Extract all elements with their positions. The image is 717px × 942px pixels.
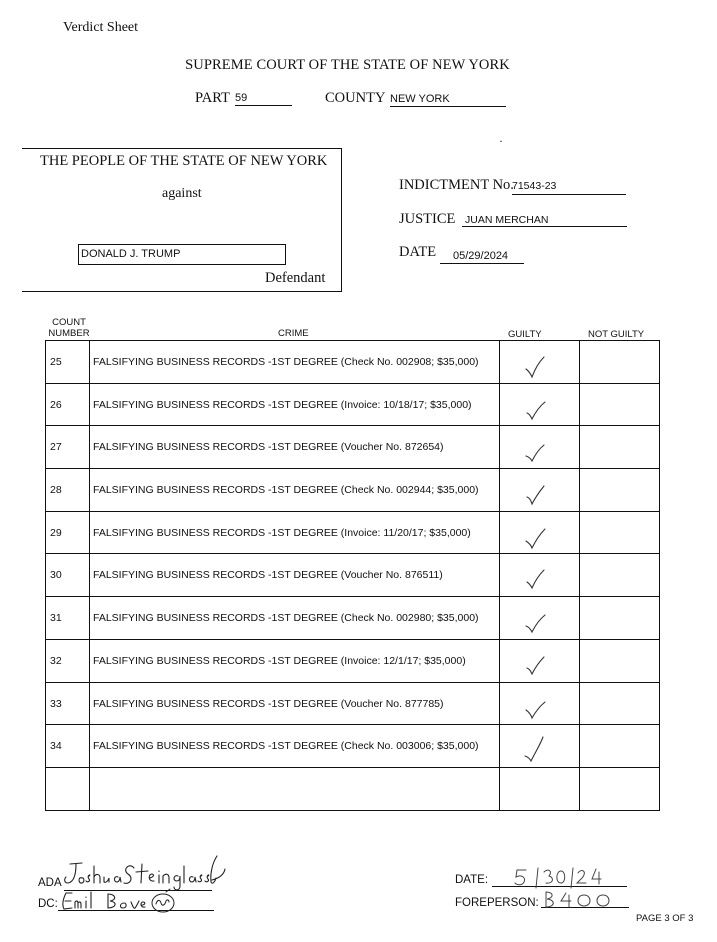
guilty-cell[interactable] [500,597,580,640]
guilty-cell[interactable] [500,682,580,725]
not-guilty-cell[interactable] [580,682,660,725]
count-number-cell: 28 [46,469,90,512]
checkmark-icon [524,398,548,422]
table-row [46,767,660,810]
guilty-cell[interactable] [500,554,580,597]
part-label: PART [195,90,230,106]
county-value: NEW YORK [390,93,506,107]
checkmark-icon [524,739,548,763]
table-row [46,511,660,554]
guilty-cell[interactable] [500,511,580,554]
table-row [46,639,660,682]
crime-cell: FALSIFYING BUSINESS RECORDS -1ST DEGREE (Invoice: 10/18/17; $35,000) [90,383,500,426]
crime-cell: FALSIFYING BUSINESS RECORDS -1ST DEGREE (Invoice: 12/1/17; $35,000) [90,639,500,682]
checkmark-icon [524,526,548,550]
not-guilty-cell[interactable] [580,767,660,810]
count-number-cell: 25 [46,341,90,384]
guilty-header: GUILTY [508,329,542,340]
defendant-name: DONALD J. TRUMP [78,244,286,265]
guilty-cell[interactable] [500,639,580,682]
people-caption: THE PEOPLE OF THE STATE OF NEW YORK [40,153,328,169]
table-row [46,725,660,768]
count-number-cell: 31 [46,597,90,640]
checkmark-icon [524,440,548,464]
guilty-cell[interactable] [500,426,580,469]
indictment-value: 71543-23 [512,180,626,195]
guilty-cell[interactable] [500,341,580,384]
court-title: SUPREME COURT OF THE STATE OF NEW YORK [185,57,510,73]
checkmark-icon [524,611,548,635]
count-number-header [46,318,92,339]
footer-date-handwritten [510,866,620,890]
crime-cell: FALSIFYING BUSINESS RECORDS -1ST DEGREE (Check No. 002944; $35,000) [90,469,500,512]
not-guilty-cell[interactable] [580,469,660,512]
not-guilty-cell[interactable] [580,597,660,640]
against-label: against [162,186,202,201]
crime-cell: FALSIFYING BUSINESS RECORDS -1ST DEGREE (Invoice: 11/20/17; $35,000) [90,511,500,554]
count-number-cell: 29 [46,511,90,554]
table-row [46,682,660,725]
guilty-cell[interactable] [500,767,580,810]
crime-header: CRIME [278,328,309,339]
table-row [46,469,660,512]
crime-cell: FALSIFYING BUSINESS RECORDS -1ST DEGREE (Voucher No. 876511) [90,554,500,597]
crime-cell: FALSIFYING BUSINESS RECORDS -1ST DEGREE (Voucher No. 877785) [90,682,500,725]
defendant-label: Defendant [265,270,326,286]
count-header-line2: NUMBER [48,327,90,339]
not-guilty-cell[interactable] [580,341,660,384]
table-row [46,383,660,426]
not-guilty-cell[interactable] [580,383,660,426]
table-row [46,341,660,384]
part-value: 59 [235,92,292,106]
table-row [46,554,660,597]
count-number-cell: 27 [46,426,90,469]
table-row [46,426,660,469]
checkmark-icon [524,483,548,507]
page-number: PAGE 3 OF 3 [636,913,694,924]
table-row [46,597,660,640]
checkmark-icon [524,355,548,379]
not-guilty-header: NOT GUILTY [588,329,645,340]
not-guilty-cell[interactable] [580,725,660,768]
not-guilty-cell[interactable] [580,554,660,597]
foreperson-handwritten [540,889,620,911]
count-number-cell [46,767,90,810]
count-number-cell: 26 [46,383,90,426]
guilty-cell[interactable] [500,725,580,768]
crime-cell: FALSIFYING BUSINESS RECORDS -1ST DEGREE (Check No. 002980; $35,000) [90,597,500,640]
footer-date-label: DATE: [455,874,489,886]
indictment-label: INDICTMENT No. [399,177,514,193]
justice-value: JUAN MERCHAN [462,213,627,227]
count-number-cell: 33 [46,682,90,725]
sheet-title: Verdict Sheet [63,20,139,35]
not-guilty-cell[interactable] [580,426,660,469]
crime-cell: FALSIFYING BUSINESS RECORDS -1ST DEGREE (Check No. 003006; $35,000) [90,725,500,768]
justice-label: JUSTICE [399,211,456,227]
ada-label: ADA [38,877,62,889]
crime-cell: FALSIFYING BUSINESS RECORDS -1ST DEGREE (Voucher No. 872654) [90,426,500,469]
count-number-cell: 30 [46,554,90,597]
count-header-line1: COUNT [52,317,86,328]
checkmark-icon [524,654,548,678]
crime-cell [90,767,500,810]
guilty-cell[interactable] [500,469,580,512]
foreperson-label: FOREPERSON: [455,897,539,909]
dc-signature [58,888,188,918]
date-label: DATE [399,244,437,260]
dc-label: DC: [38,898,58,910]
county-label: COUNTY [325,90,386,106]
crime-cell: FALSIFYING BUSINESS RECORDS -1ST DEGREE (Check No. 002908; $35,000) [90,341,500,384]
count-number-cell: 32 [46,639,90,682]
not-guilty-cell[interactable] [580,639,660,682]
checkmark-icon [524,568,548,592]
count-number-cell: 34 [46,725,90,768]
counts-table [45,340,660,811]
guilty-cell[interactable] [500,383,580,426]
stray-mark: · [499,134,503,148]
date-value: 05/29/2024 [440,249,524,264]
checkmark-icon [524,697,548,721]
not-guilty-cell[interactable] [580,511,660,554]
